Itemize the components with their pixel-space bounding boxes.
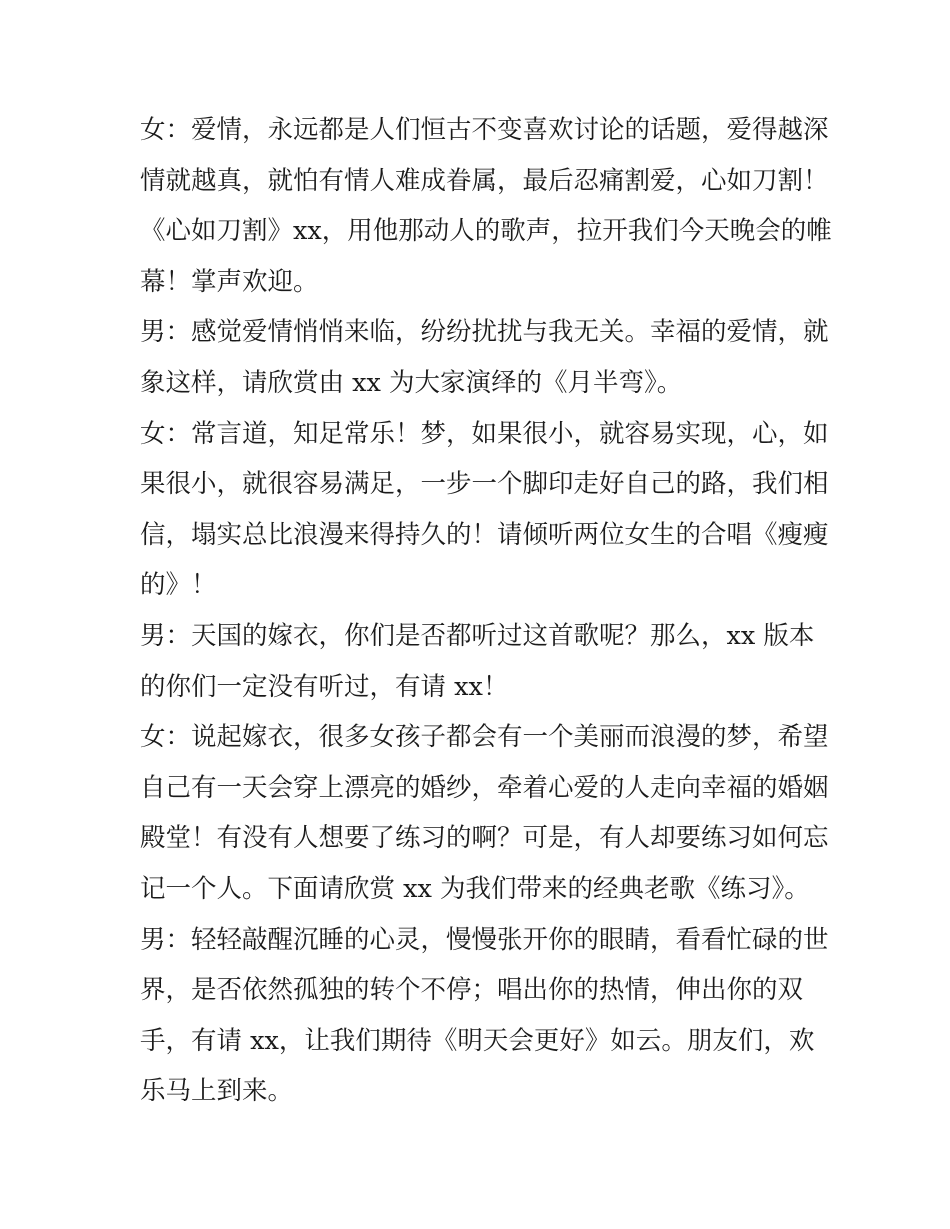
- paragraph-female-3: [140, 718, 829, 920]
- paragraph-female-1: [140, 111, 832, 313]
- text-line: 记一个人。下面请欣赏 xx 为我们带来的经典老歌《练习》。: [140, 873, 810, 904]
- paragraph-female-2: [140, 415, 829, 617]
- document-page: [140, 111, 832, 1123]
- text-line: 《心如刀割》xx，用他那动人的歌声，拉开我们今天晚会的帷: [140, 216, 832, 247]
- text-line: 女：说起嫁衣，很多女孩子都会有一个美丽而浪漫的梦，希望: [140, 722, 829, 753]
- text-line: 男：天国的嫁衣，你们是否都听过这首歌呢？那么，xx 版本: [140, 620, 815, 651]
- text-line: 乐马上到来。: [140, 1076, 294, 1107]
- paragraph-male-2: [140, 617, 815, 718]
- text-line: 果很小，就很容易满足，一步一个脚印走好自己的路，我们相: [140, 469, 829, 500]
- text-line: 的你们一定没有听过，有请 xx！: [140, 671, 509, 702]
- text-line: 女：爱情，永远都是人们恒古不变喜欢讨论的话题，爱得越深: [140, 115, 829, 145]
- text-line: 手，有请 xx，让我们期待《明天会更好》如云。朋友们，欢: [140, 1025, 815, 1056]
- text-line: 信，塌实总比浪漫来得持久的！请倾听两位女生的合唱《瘦瘦: [140, 519, 829, 550]
- paragraph-male-3: [140, 921, 829, 1123]
- text-line: 界，是否依然孤独的转个不停；唱出你的热情，伸出你的双: [140, 975, 804, 1006]
- text-line: 男：感觉爱情悄悄来临，纷纷扰扰与我无关。幸福的爱情，就: [140, 317, 829, 348]
- text-line: 男：轻轻敲醒沉睡的心灵，慢慢张开你的眼睛，看看忙碌的世: [140, 924, 829, 955]
- paragraph-male-1: [140, 313, 829, 414]
- text-line: 象这样，请欣赏由 xx 为大家演绎的《月半弯》。: [140, 367, 683, 398]
- text-line: 幕！掌声欢迎。: [140, 266, 319, 297]
- text-line: 的》！: [140, 570, 217, 601]
- text-line: 殿堂！有没有人想要了练习的啊？可是，有人却要练习如何忘: [140, 823, 829, 854]
- text-line: 女：常言道，知足常乐！梦，如果很小，就容易实现，心，如: [140, 418, 829, 449]
- text-line: 情就越真，就怕有情人难成眷属，最后忍痛割爱，心如刀割！: [140, 165, 829, 196]
- text-line: 自己有一天会穿上漂亮的婚纱，牵着心爱的人走向幸福的婚姻: [140, 772, 829, 803]
